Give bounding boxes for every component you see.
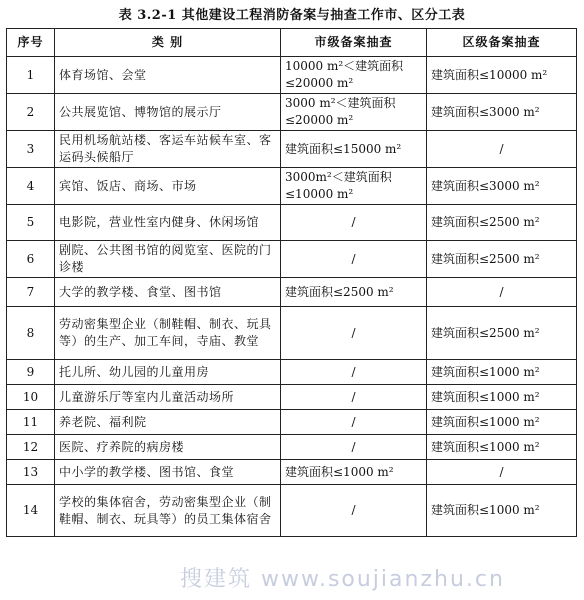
row-city-review: 建筑面积≤1000 m² [281, 460, 427, 485]
row-district-review: 建筑面积≤1000 m² [427, 360, 577, 385]
table-row [7, 360, 577, 385]
row-number: 2 [7, 94, 55, 131]
row-category: 中小学的教学楼、图书馆、食堂 [55, 460, 281, 485]
row-number: 12 [7, 435, 55, 460]
table-row [7, 278, 577, 307]
row-number: 11 [7, 410, 55, 435]
header-category: 类 别 [55, 29, 281, 57]
header-row [7, 29, 577, 57]
row-number: 10 [7, 385, 55, 410]
table-row [7, 485, 577, 537]
row-category: 劳动密集型企业（制鞋帽、制衣、玩具等）的生产、加工车间，寺庙、教堂 [55, 307, 281, 360]
row-category: 宾馆、饭店、商场、市场 [55, 168, 281, 205]
row-number: 7 [7, 278, 55, 307]
row-city-review: 建筑面积≤15000 m² [281, 131, 427, 168]
row-district-review: 建筑面积≤3000 m² [427, 94, 577, 131]
row-city-review: 3000 m²＜建筑面积≤20000 m² [281, 94, 427, 131]
row-category: 大学的教学楼、食堂、图书馆 [55, 278, 281, 307]
table-row [7, 94, 577, 131]
row-number: 3 [7, 131, 55, 168]
row-city-review: 建筑面积≤2500 m² [281, 278, 427, 307]
row-category: 儿童游乐厅等室内儿童活动场所 [55, 385, 281, 410]
table-row [7, 410, 577, 435]
row-category: 养老院、福利院 [55, 410, 281, 435]
row-city-review: / [281, 205, 427, 241]
table-row [7, 57, 577, 94]
row-city-review: / [281, 360, 427, 385]
row-city-review: / [281, 435, 427, 460]
division-table [6, 28, 577, 537]
header-district-review: 区级备案抽查 [427, 29, 577, 57]
row-category: 公共展览馆、博物馆的展示厅 [55, 94, 281, 131]
row-district-review: 建筑面积≤1000 m² [427, 435, 577, 460]
table-row [7, 307, 577, 360]
row-district-review: 建筑面积≤2500 m² [427, 241, 577, 278]
row-number: 6 [7, 241, 55, 278]
row-number: 9 [7, 360, 55, 385]
row-district-review: 建筑面积≤3000 m² [427, 168, 577, 205]
row-district-review: 建筑面积≤1000 m² [427, 385, 577, 410]
row-number: 14 [7, 485, 55, 537]
row-category: 学校的集体宿舍，劳动密集型企业（制鞋帽、制衣、玩具等）的员工集体宿舍 [55, 485, 281, 537]
row-district-review: 建筑面积≤1000 m² [427, 410, 577, 435]
table-row [7, 460, 577, 485]
table-row [7, 241, 577, 278]
row-district-review: 建筑面积≤2500 m² [427, 307, 577, 360]
row-number: 13 [7, 460, 55, 485]
row-category: 医院、疗养院的病房楼 [55, 435, 281, 460]
row-category: 剧院、公共图书馆的阅览室、医院的门诊楼 [55, 241, 281, 278]
table-row [7, 168, 577, 205]
row-number: 8 [7, 307, 55, 360]
row-district-review: 建筑面积≤2500 m² [427, 205, 577, 241]
row-district-review: 建筑面积≤1000 m² [427, 485, 577, 537]
row-city-review: / [281, 385, 427, 410]
row-district-review: 建筑面积≤10000 m² [427, 57, 577, 94]
table-row [7, 131, 577, 168]
table-row [7, 205, 577, 241]
row-district-review: / [427, 460, 577, 485]
row-number: 4 [7, 168, 55, 205]
header-city-review: 市级备案抽查 [281, 29, 427, 57]
table-row [7, 435, 577, 460]
row-category: 电影院，营业性室内健身、休闲场馆 [55, 205, 281, 241]
row-district-review: / [427, 278, 577, 307]
table-row [7, 385, 577, 410]
row-category: 体育场馆、会堂 [55, 57, 281, 94]
row-city-review: / [281, 485, 427, 537]
row-city-review: / [281, 410, 427, 435]
row-city-review: / [281, 307, 427, 360]
row-number: 1 [7, 57, 55, 94]
row-city-review: / [281, 241, 427, 278]
row-city-review: 10000 m²＜建筑面积≤20000 m² [281, 57, 427, 94]
row-category: 托儿所、幼儿园的儿童用房 [55, 360, 281, 385]
row-city-review: 3000m²＜建筑面积≤10000 m² [281, 168, 427, 205]
header-number: 序号 [7, 29, 55, 57]
row-district-review: / [427, 131, 577, 168]
table-title: 表 3.2-1 其他建设工程消防备案与抽查工作市、区分工表 [118, 8, 466, 23]
row-number: 5 [7, 205, 55, 241]
row-category: 民用机场航站楼、客运车站候车室、客运码头候船厅 [55, 131, 281, 168]
watermark: 搜建筑 www.soujianzhu.cn [180, 567, 505, 592]
